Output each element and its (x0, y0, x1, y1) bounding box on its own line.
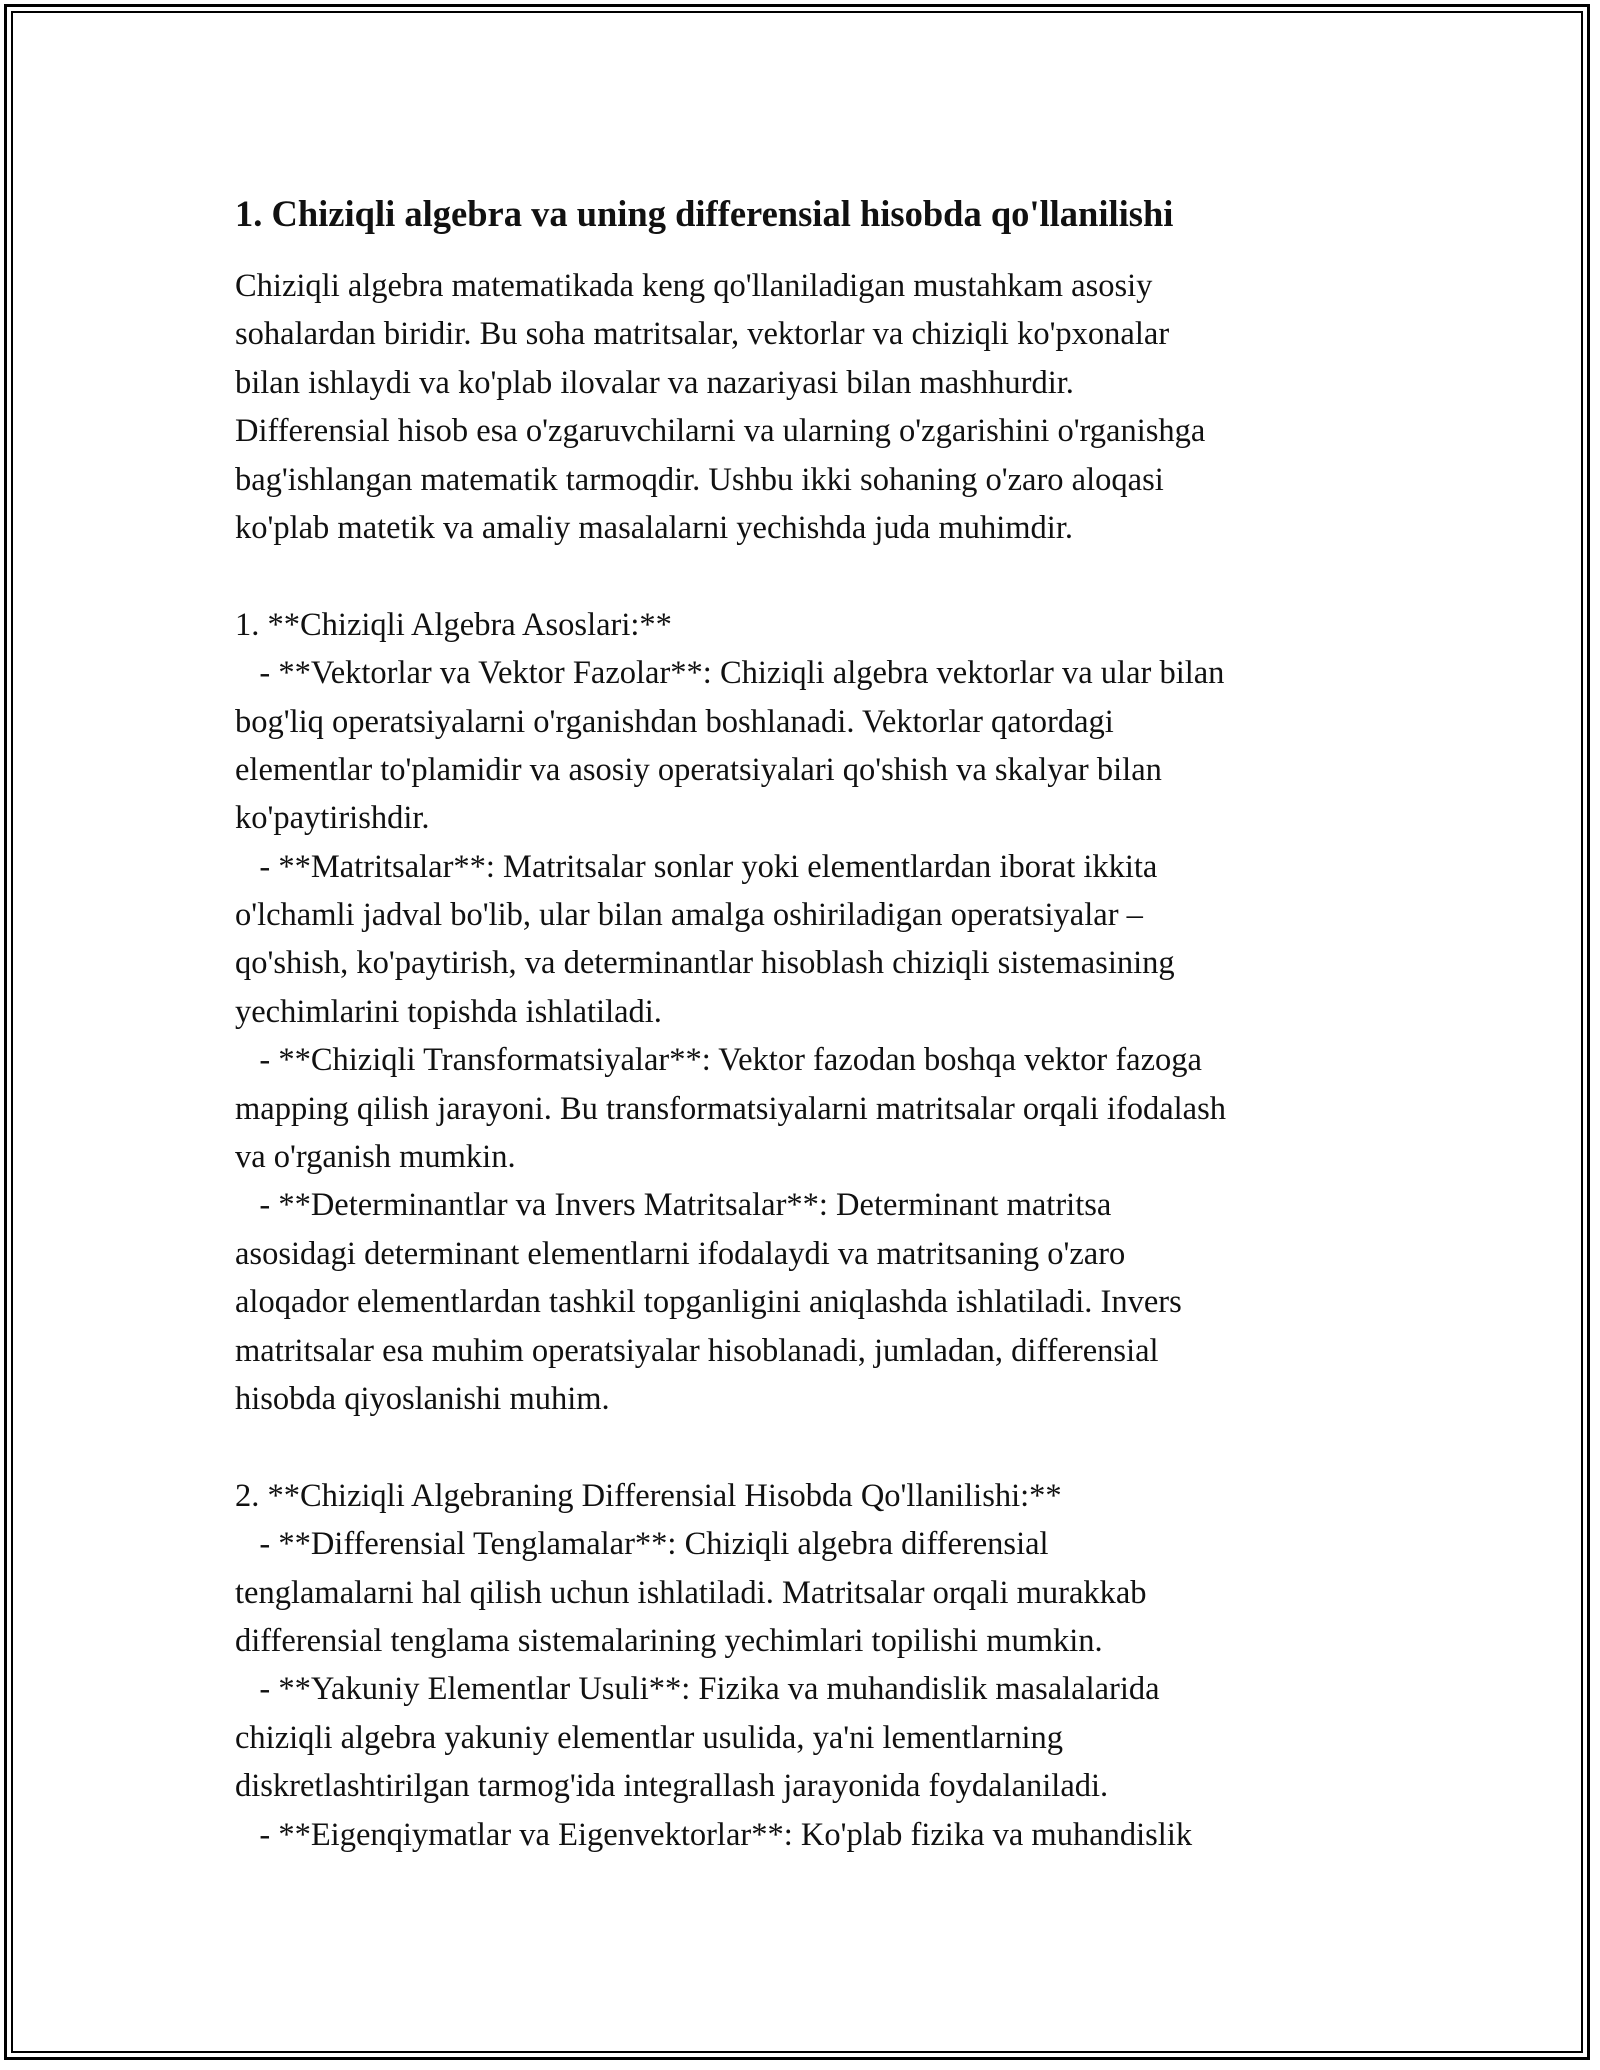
text-line: diskretlashtirilgan tarmog'ida integrallash jarayonida foydalaniladi. (235, 1768, 1109, 1805)
text-line: bag'ishlangan matematik tarmoqdir. Ushbu ikki sohaning o'zaro aloqasi (235, 461, 1164, 498)
document-content (235, 186, 1385, 1859)
text-line: 1. **Chiziqli Algebra Asoslari:** (235, 606, 672, 643)
text-line: bog'liq operatsiyalarni o'rganishdan boshlanadi. Vektorlar qatordagi (235, 703, 1114, 740)
text-line: chiziqli algebra yakuniy elementlar usulida, ya'ni lementlarning (235, 1719, 1064, 1756)
text-line: aloqador elementlardan tashkil topganligini aniqlashda ishlatiladi. Invers (235, 1284, 1182, 1321)
text-line: asosidagi determinant elementlarni ifodalaydi va matritsaning o'zaro (235, 1235, 1126, 1272)
text-line: yechimlarini topishda ishlatiladi. (235, 993, 662, 1030)
text-line: ko'paytirishdir. (235, 800, 430, 837)
text-line: hisobda qiyoslanishi muhim. (235, 1380, 610, 1417)
blank-line (235, 1423, 1385, 1471)
document-title: 1. Chiziqli algebra va uning differensial hisobda qo'llanilishi (235, 193, 1174, 234)
document-body (235, 262, 1385, 1859)
text-line: differensial tenglama sistemalarining yechimlari topilishi mumkin. (235, 1622, 1103, 1659)
text-line: qo'shish, ko'paytirish, va determinantlar hisoblash chiziqli sistemasining (235, 945, 1175, 982)
blank-line (235, 552, 1385, 600)
text-line: ko'plab matetik va amaliy masalalarni yechishda juda muhimdir. (235, 509, 1073, 546)
text-line: bilan ishlaydi va ko'plab ilovalar va nazariyasi bilan mashhurdir. (235, 364, 1074, 401)
text-line: - **Eigenqiymatlar va Eigenvektorlar**: Ko'plab fizika va muhandislik (235, 1816, 1193, 1853)
text-line: - **Yakuniy Elementlar Usuli**: Fizika va muhandislik masalalarida (235, 1671, 1160, 1708)
text-line: Differensial hisob esa o'zgaruvchilarni va ularning o'zgarishini o'rganishga (235, 413, 1206, 450)
text-line: - **Differensial Tenglamalar**: Chiziqli algebra differensial (235, 1526, 1049, 1563)
text-line: mapping qilish jarayoni. Bu transformatsiyalarni matritsalar orqali ifodalash (235, 1090, 1226, 1127)
text-line: - **Determinantlar va Invers Matritsalar**: Determinant matritsa (235, 1187, 1112, 1224)
text-line: elementlar to'plamidir va asosiy operatsiyalari qo'shish va skalyar bilan (235, 751, 1162, 788)
text-line: o'lchamli jadval bo'lib, ular bilan amalga oshiriladigan operatsiyalar – (235, 897, 1143, 934)
text-line: tenglamalarni hal qilish uchun ishlatiladi. Matritsalar orqali murakkab (235, 1574, 1147, 1611)
text-line: Chiziqli algebra matematikada keng qo'llaniladigan mustahkam asosiy (235, 268, 1153, 304)
text-line: sohalardan biridir. Bu soha matritsalar, vektorlar va chiziqli ko'pxonalar (235, 316, 1170, 353)
text-line: - **Vektorlar va Vektor Fazolar**: Chiziqli algebra vektorlar va ular bilan (235, 655, 1225, 692)
text-line: matritsalar esa muhim operatsiyalar hisoblanadi, jumladan, differensial (235, 1332, 1159, 1369)
text-line: - **Chiziqli Transformatsiyalar**: Vektor fazodan boshqa vektor fazoga (235, 1042, 1202, 1079)
text-line: va o'rganish mumkin. (235, 1139, 516, 1176)
text-line: 2. **Chiziqli Algebraning Differensial Hisobda Qo'llanilishi:** (235, 1477, 1062, 1514)
text-line: - **Matritsalar**: Matritsalar sonlar yoki elementlardan iborat ikkita (235, 848, 1158, 885)
